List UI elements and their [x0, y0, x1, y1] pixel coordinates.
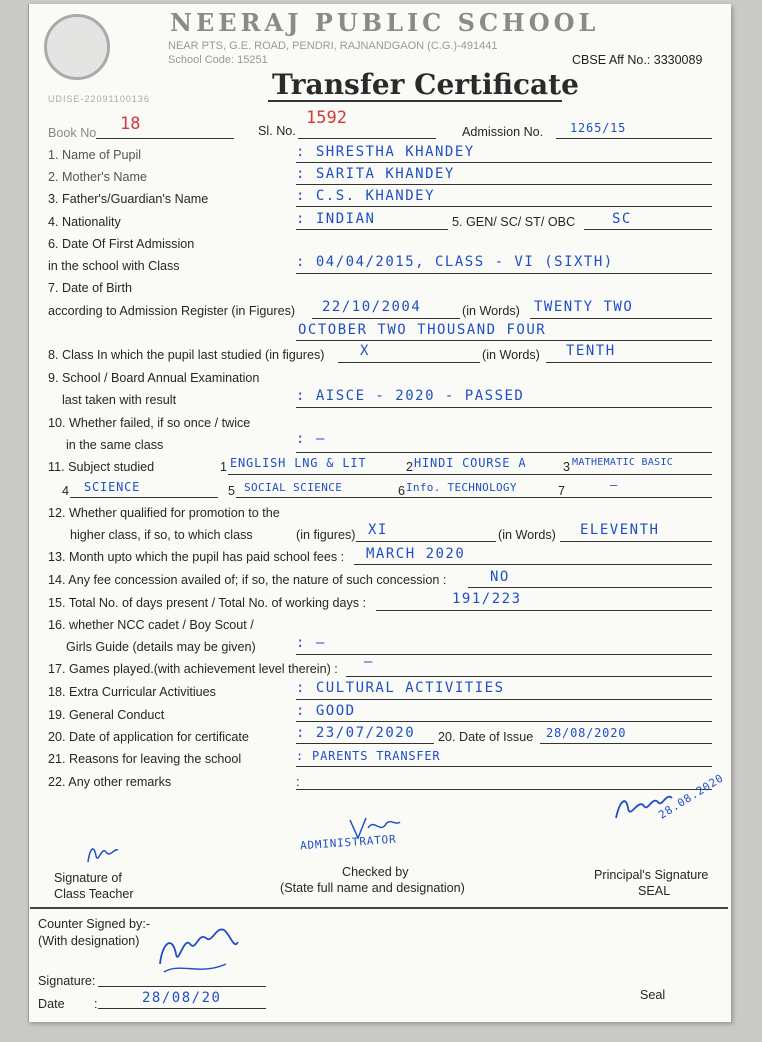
counter-signed-label: Counter Signed by:- [38, 917, 151, 931]
field-11-label: 11. Subject studied [48, 460, 155, 474]
subject-4: SCIENCE [84, 480, 141, 494]
field-21-value: : PARENTS TRANSFER [296, 749, 441, 763]
field-12-words: ELEVENTH [580, 522, 660, 538]
field-7-label-1: 7. Date of Birth [48, 281, 132, 295]
subject-2: HINDI COURSE A [414, 456, 527, 470]
field-20-label: 20. Date of application for certificate [48, 730, 249, 744]
sl-no-label: Sl. No. [258, 124, 296, 138]
field-8-figures: X [360, 343, 370, 359]
field-3-value: : C.S. KHANDEY [296, 188, 436, 204]
field-18-value: : CULTURAL ACTIVITIES [296, 680, 505, 696]
field-7-words-1: TWENTY TWO [534, 299, 634, 315]
principal-seal-label: SEAL [638, 884, 671, 898]
field-7-words-2: OCTOBER TWO THOUSAND FOUR [298, 322, 547, 338]
field-6-value: : 04/04/2015, CLASS - VI (SIXTH) [296, 254, 614, 270]
field-12-label-1: 12. Whether qualified for promotion to the [48, 506, 280, 520]
field-16-value: : — [296, 635, 326, 651]
field-1-value: : SHRESTHA KHANDEY [296, 144, 475, 160]
field-12-figures-label: (in figures) [296, 528, 356, 542]
subject-6: Info. TECHNOLOGY [406, 481, 517, 494]
field-1-label: 1. Name of Pupil [48, 148, 142, 162]
field-15-value: 191/223 [452, 591, 522, 607]
field-9-label-1: 9. School / Board Annual Examination [48, 371, 260, 385]
field-6-label-2: in the school with Class [48, 259, 180, 273]
sl-no-value: 1592 [306, 108, 347, 128]
field-21-label: 21. Reasons for leaving the school [48, 752, 242, 766]
subject-3: MATHEMATIC BASIC [572, 457, 674, 468]
counter-signature [150, 914, 246, 986]
book-no-label: Book No [48, 126, 97, 140]
field-10-value: : — [296, 431, 326, 447]
counter-designation-label: (With designation) [38, 934, 140, 948]
field-7-words-label: (in Words) [462, 304, 520, 318]
field-17-label: 17. Games played.(with achievement level therein) : [48, 662, 338, 676]
field-10-label-1: 10. Whether failed, if so once / twice [48, 416, 251, 430]
date-of-issue-value: 28/08/2020 [546, 726, 627, 740]
field-14-value: NO [490, 569, 510, 585]
administrator-text: ADMINISTRATOR [299, 832, 397, 853]
field-13-value: MARCH 2020 [366, 546, 466, 562]
title-underline [268, 100, 562, 102]
field-13-label: 13. Month upto which the pupil has paid school fees : [48, 550, 345, 564]
school-name: NEERAJ PUBLIC SCHOOL [170, 8, 600, 37]
field-22-label: 22. Any other remarks [48, 775, 172, 789]
field-19-value: : GOOD [296, 703, 356, 719]
subject-7: — [610, 478, 619, 492]
field-2-label: 2. Mother's Name [48, 170, 147, 184]
school-logo [44, 14, 110, 80]
field-10-label-2: in the same class [66, 438, 164, 452]
subject-1: ENGLISH LNG & LIT [230, 456, 367, 470]
cbse-affiliation: CBSE Aff No.: 3330089 [572, 53, 703, 67]
field-8-words-label: (in Words) [482, 348, 540, 362]
admission-no-value: 1265/15 [570, 121, 627, 135]
admission-no-label: Admission No. [462, 125, 544, 139]
field-20-value: : 23/07/2020 [296, 725, 416, 741]
page-title: Transfer Certificate [272, 68, 579, 101]
field-17-value: — [364, 654, 374, 670]
field-7-figures: 22/10/2004 [322, 299, 422, 315]
counter-seal-label: Seal [640, 988, 666, 1002]
field-4-value: : INDIAN [296, 211, 376, 227]
udise-code: UDISE-22091100136 [48, 94, 150, 104]
field-3-label: 3. Father's/Guardian's Name [48, 192, 209, 206]
field-15-label: 15. Total No. of days present / Total No. of working days : [48, 596, 367, 610]
principal-signature-label: Principal's Signature [594, 868, 709, 882]
field-5-value: SC [612, 211, 632, 227]
counter-divider [30, 907, 728, 909]
class-teacher-label: Signature of Class Teacher [54, 871, 134, 901]
field-8-label: 8. Class In which the pupil last studied (in figures) [48, 348, 325, 362]
school-code: School Code: 15251 [168, 54, 268, 66]
field-9-label-2: last taken with result [62, 393, 177, 407]
field-9-value: : AISCE - 2020 - PASSED [296, 388, 525, 404]
field-12-words-label: (in Words) [498, 528, 556, 542]
field-16-label-1: 16. whether NCC cadet / Boy Scout / [48, 618, 254, 632]
counter-date-value: 28/08/20 [142, 990, 222, 1006]
field-18-label: 18. Extra Curricular Activitiues [48, 685, 216, 699]
field-2-value: : SARITA KHANDEY [296, 166, 455, 182]
counter-signature-label: Signature: [38, 974, 96, 988]
field-14-label: 14. Any fee concession availed of; if so, the nature of such concession : [48, 573, 447, 587]
field-22-value: : [296, 775, 300, 789]
field-6-label-1: 6. Date Of First Admission [48, 237, 195, 251]
field-16-label-2: Girls Guide (details may be given) [66, 640, 256, 654]
field-19-label: 19. General Conduct [48, 708, 165, 722]
counter-date-label: Date [38, 997, 65, 1011]
school-address: NEAR PTS, G.E. ROAD, PENDRI, RAJNANDGAON (C.G.)-491441 [168, 40, 498, 52]
field-12-figures: XI [368, 522, 388, 538]
date-of-issue-label: 20. Date of Issue [438, 730, 534, 744]
book-no-value: 18 [120, 114, 141, 134]
principal-signature-date: 28.08.2020 [656, 771, 727, 822]
field-5-label: 5. GEN/ SC/ ST/ OBC [452, 215, 576, 229]
subject-5: SOCIAL SCIENCE [244, 481, 343, 494]
field-7-label-2: according to Admission Register (in Figures) [48, 304, 296, 318]
checked-by-sub: (State full name and designation) [280, 881, 465, 895]
field-4-label: 4. Nationality [48, 215, 121, 229]
field-12-label-2: higher class, if so, to which class [70, 528, 253, 542]
field-8-words: TENTH [566, 343, 616, 359]
class-teacher-signature [84, 838, 124, 868]
checked-by-label: Checked by [342, 865, 409, 879]
